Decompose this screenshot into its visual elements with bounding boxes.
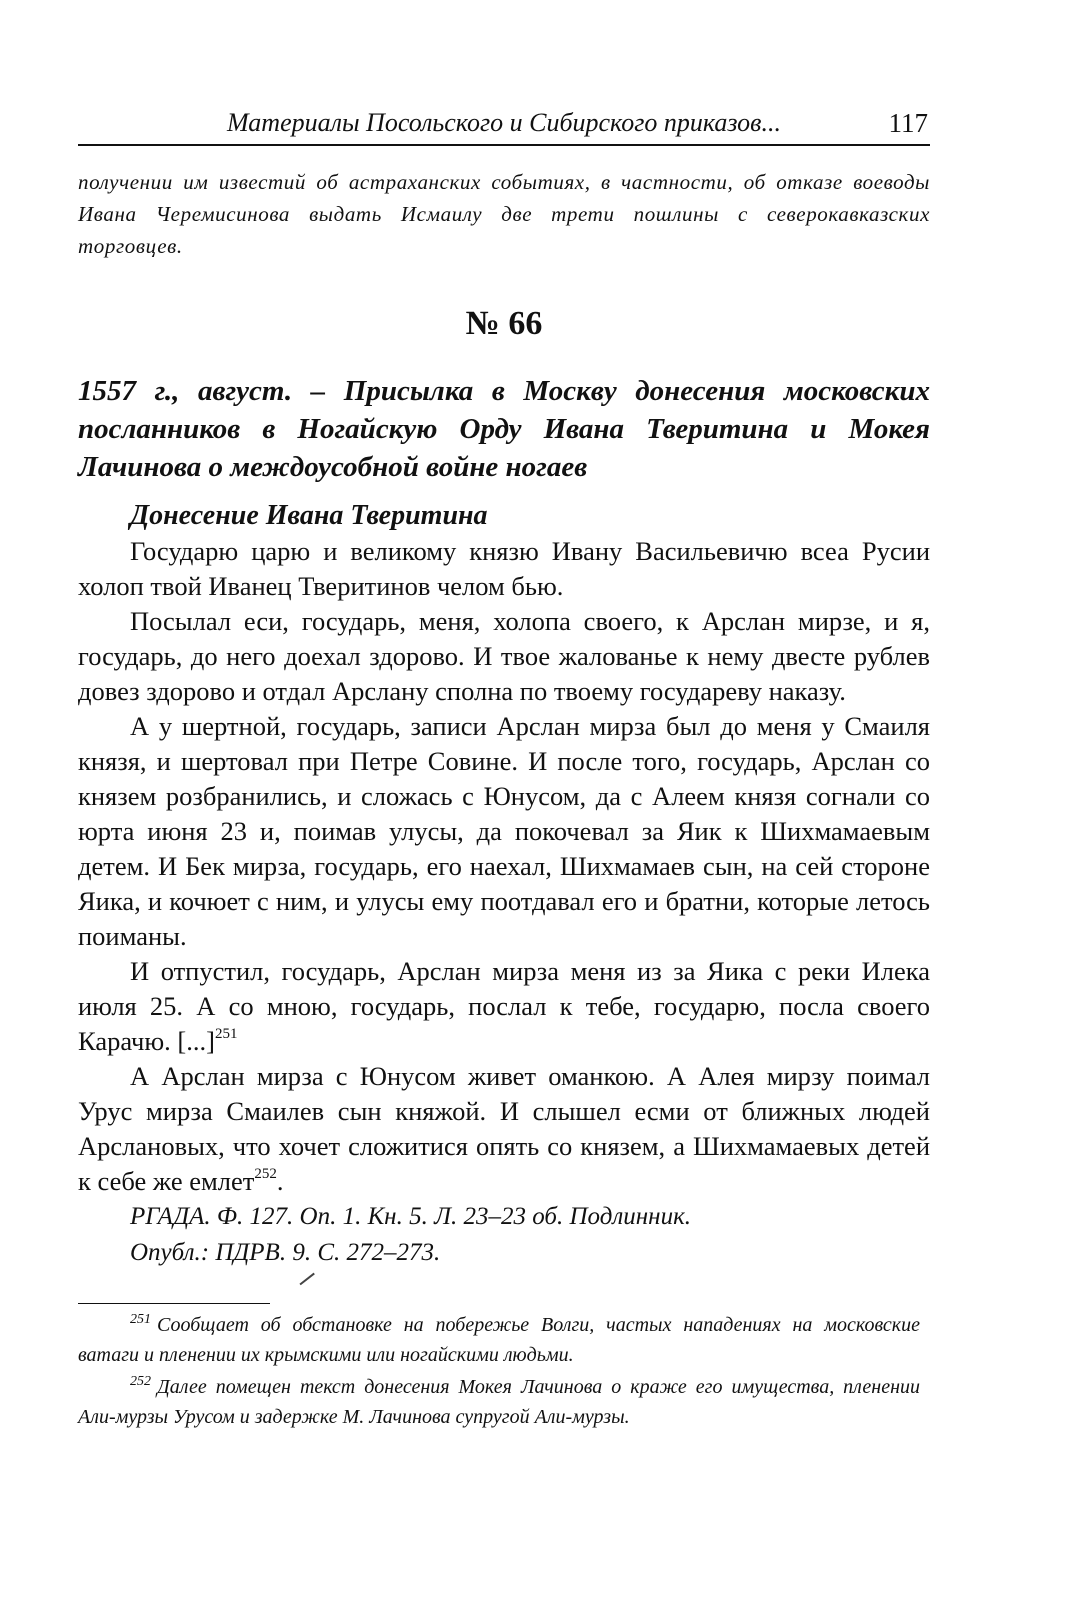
footnote-mark: 251 xyxy=(130,1312,151,1327)
footnotes xyxy=(78,1310,920,1434)
page-content xyxy=(78,100,930,1271)
body-paragraph-4: И отпустил, государь, Арслан мирза меня из за Яика с реки Илека июля 25. А со мною, государь, послал к тебе, государю, посла своего Карачю. [...]$^{251}$ xyxy=(78,956,930,1056)
document-number: № 66 xyxy=(465,305,543,342)
body-paragraph-3: А у шертной, государь, записи Арслан мирза был до меня у Смаиля князя, и шертовал при Петре Совине. И после того, государь, Арслан со князем розбранились, и сложась с Юнусом, да с Алеем князя согнали со юрта июня 23 и, поимав улусы, да покочевал за Яик к Шихмамаевым детем. И Бек мирза, государь, его наехал, Шихмамаев сын, на сей стороне Яика, и кочюет с ним, и улусы ему поотдавал его и братни, которые летось поиманы. xyxy=(78,711,930,951)
running-head xyxy=(78,100,930,146)
source-citation: РГАДА. Ф. 127. Оп. 1. Кн. 5. Л. 23–23 об. Подлинник. xyxy=(130,1203,692,1230)
footnote-251 xyxy=(78,1310,920,1370)
footnote-mark: 252 xyxy=(130,1374,151,1389)
page-number: 117 xyxy=(888,108,928,138)
running-title: Материалы Посольского и Сибирского приказов... xyxy=(227,108,781,137)
footnote-ref-251: 251 xyxy=(214,1026,238,1042)
body-paragraph-5: А Арслан мирза с Юнусом живет оманкою. А Алея мирзу поимал Урус мирза Смаилев сын княжой. И слышел есми от ближных людей Арслановых, что хочет сложитися опять со князем, а Шихмамаевых детей к себе же емлет$^{252}$. xyxy=(78,1061,930,1196)
publication-citation: Опубл.: ПДРВ. 9. С. 272–273. xyxy=(130,1239,441,1266)
preamble-text: получении им известий об астраханских событиях, в частности, об отказе воеводы Ивана Черемисинова выдать Исмаилу две трети пошлины с северокавказских торговцев. xyxy=(78,170,930,258)
footnote-252 xyxy=(78,1372,920,1432)
body-paragraph-1: Государю царю и великому князю Ивану Васильевичю всеа Русии холоп твой Иванец Тверитинов челом бью. xyxy=(78,536,930,601)
footnote-divider xyxy=(78,1303,270,1304)
body-paragraph-2: Посылал еси, государь, меня, холопа своего, к Арслан мирзе, и я, государь, до него доехал здорово. И твое жалованье к нему двесте рублев довез здорово и отдал Арслану сполна по твоему государеву наказу. xyxy=(78,606,930,706)
document-heading: 1557 г., август. – Присылка в Москву донесения московских посланников в Ногайскую Орду Ивана Тверитина и Мокея Лачинова о междоусобной войне ногаев xyxy=(78,375,930,483)
footnote-text: Далее помещен текст донесения Мокея Лачинова о краже его имущества, пленении Али-мурзы Урусом и задержке М. Лачинова супругой Али-мурзы. xyxy=(78,1376,920,1428)
footnote-ref-252: 252 xyxy=(254,1166,277,1182)
stray-pen-mark xyxy=(299,1273,314,1285)
archival-source xyxy=(130,1199,930,1271)
footnote-text: Сообщает об обстановке на побережье Волги, частых нападениях на московские ватаги и пленении их крымскими или ногайскими людьми. xyxy=(78,1314,920,1366)
document-subheading: Донесение Ивана Тверитина xyxy=(130,500,488,531)
document-body xyxy=(78,534,930,1199)
